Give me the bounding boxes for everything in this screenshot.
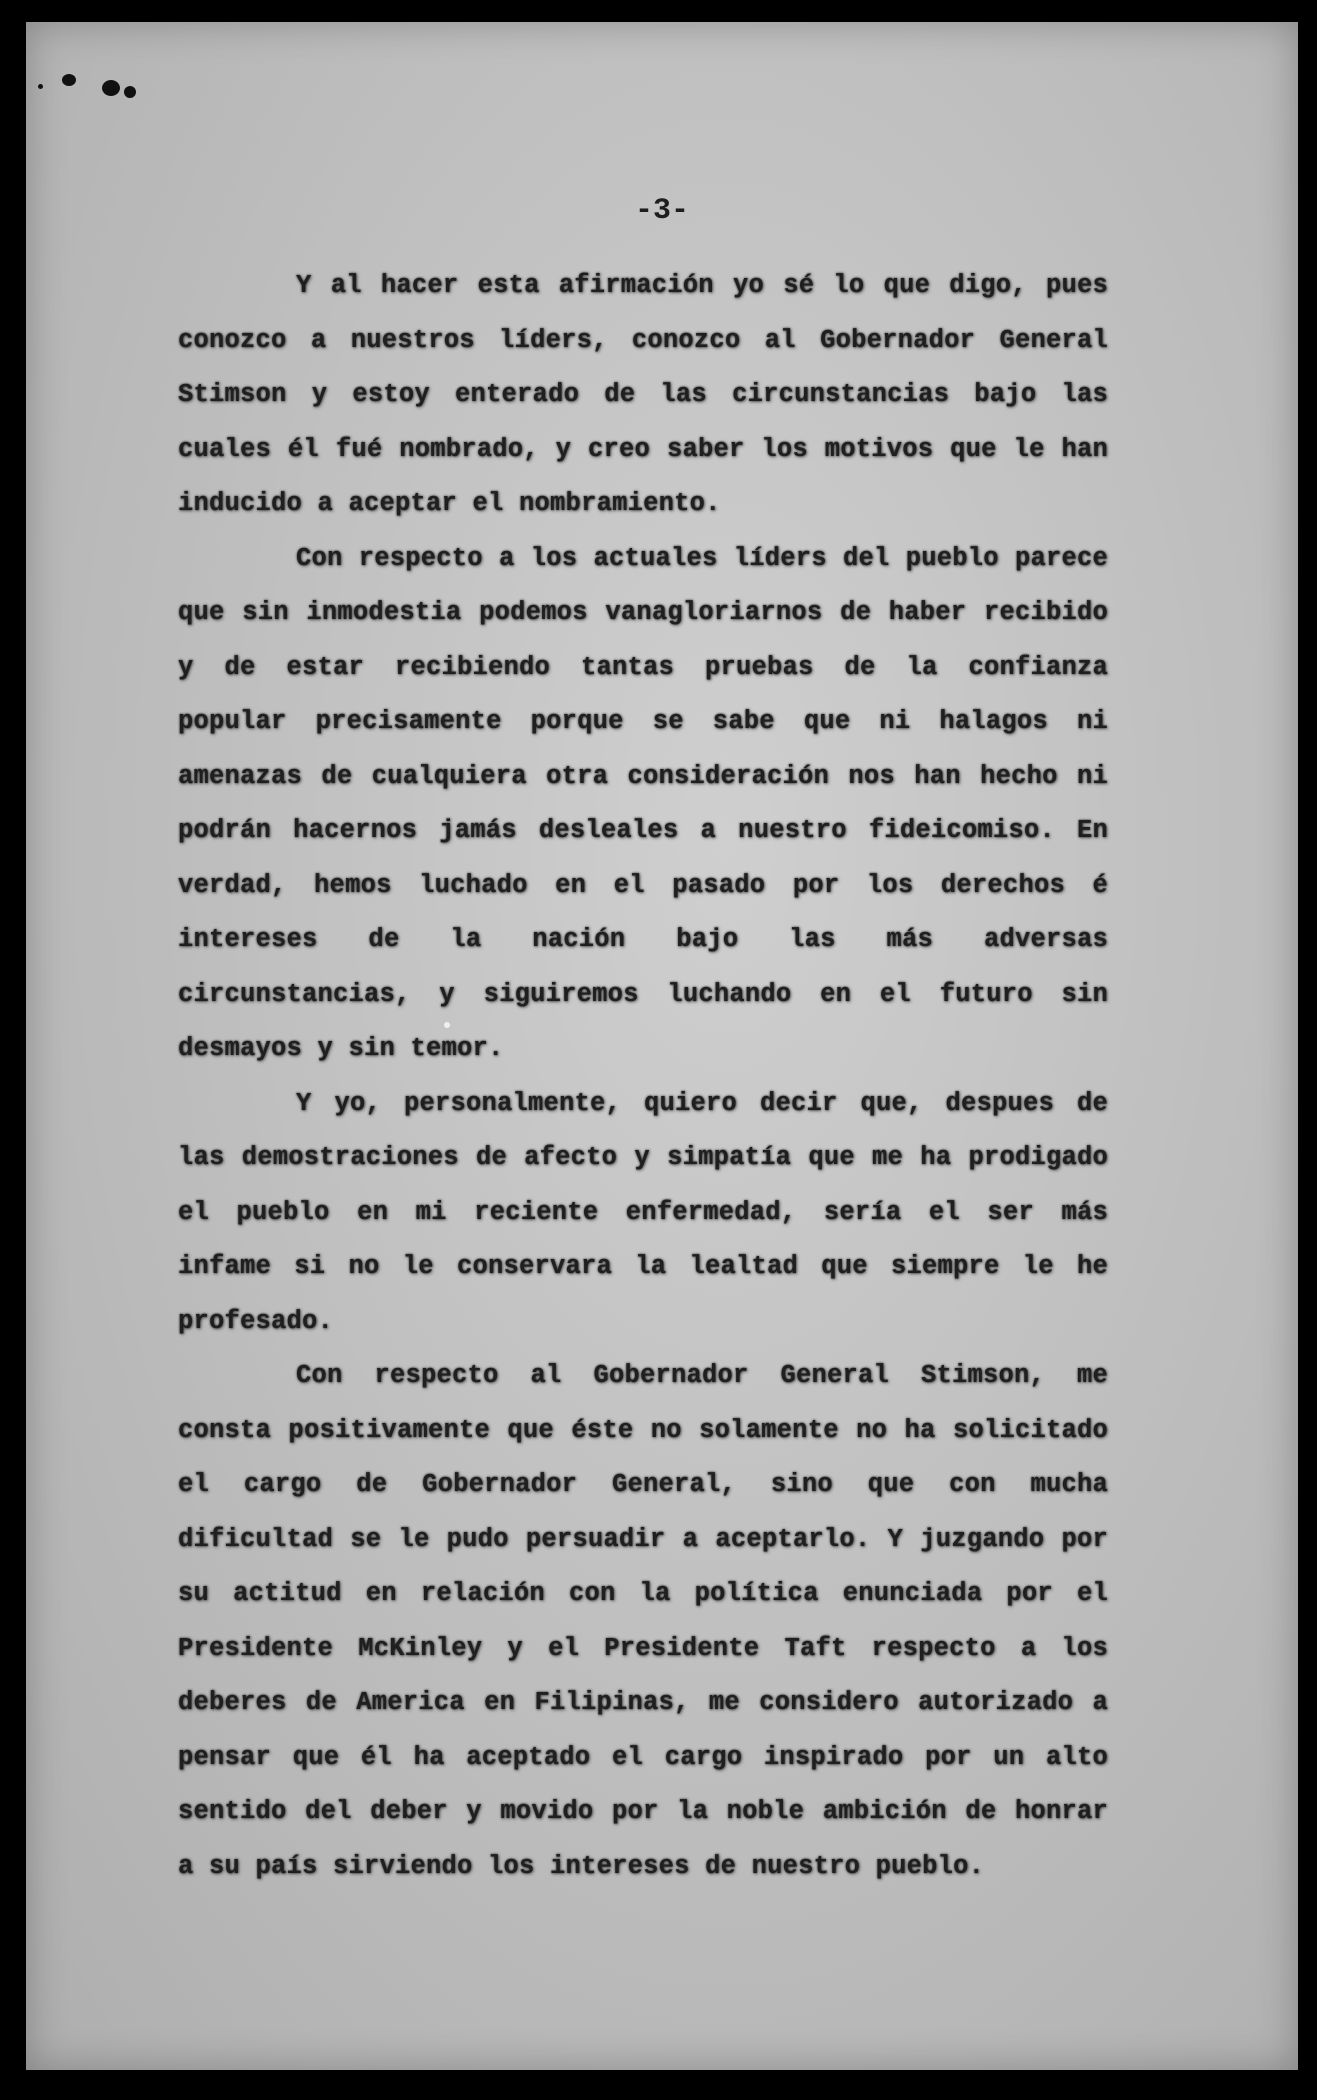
scan-speck (38, 84, 43, 89)
typewritten-page (26, 22, 1298, 2070)
letter-body (178, 259, 1108, 1894)
paragraph-1: Y al hacer esta afirmación yo sé lo que digo, pues conozco a nuestros líders, conozco al Gobernador General Stimson y estoy enterado de las circunstancias bajo las cuales él fué nombrado, y creo saber los motivos que le han inducido a aceptar el nombramiento. (178, 271, 1108, 518)
paragraph-4: Con respecto al Gobernador General Stimson, me consta positivamente que éste no solamente no ha solicitado el cargo de Gobernador General, sino que con mucha dificultad se le pudo persuadir a aceptarlo. Y juzgando por su actitud en relación con la política enunciada por el Presidente McKinley y el Presidente Taft respecto a los deberes de America en Filipinas, me considero autorizado a pensar que él ha aceptado el cargo inspirado por un alto sentido del deber y movido por la noble ambición de honrar a su país sirviendo los intereses de nuestro pueblo. (178, 1361, 1108, 1881)
paragraph-2: Con respecto a los actuales líders del pueblo parece que sin inmodestia podemos vanagloriarnos de haber recibido y de estar recibiendo tantas pruebas de la confianza popular precisamente porque se sabe que ni halagos ni amenazas de cualquiera otra consideración nos han hecho ni podrán hacernos jamás desleales a nuestro fideicomiso. En verdad, hemos luchado en el pasado por los derechos é intereses de la nación bajo las más adversas circunstancias, y siguiremos luchando en el futuro sin desmayos y sin temor. (178, 543, 1108, 1063)
scan-speck (124, 86, 136, 98)
scan-speck (102, 80, 120, 96)
page-number: -3- (634, 194, 689, 228)
scan-speck (62, 74, 76, 86)
paragraph-3: Y yo, personalmente, quiero decir que, despues de las demostraciones de afecto y simpatía que me ha prodigado el pueblo en mi reciente enfermedad, sería el ser más infame si no le conservara la lealtad que siempre le he profesado. (178, 1088, 1108, 1336)
